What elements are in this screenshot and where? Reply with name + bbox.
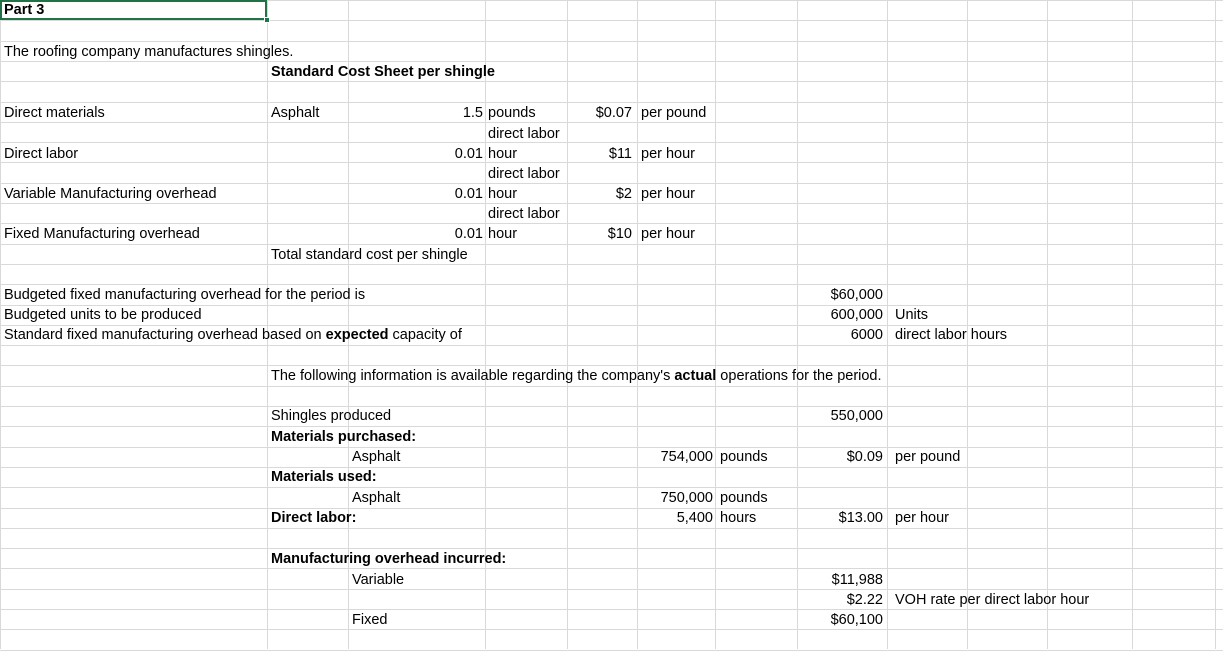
foh-qty[interactable]: 0.01 bbox=[454, 226, 483, 242]
foh-rate[interactable]: $10 bbox=[607, 226, 632, 242]
standard-cost-heading[interactable]: Standard Cost Sheet per shingle bbox=[271, 64, 495, 80]
actual-intro[interactable] bbox=[271, 366, 882, 386]
row-gridline bbox=[0, 629, 1223, 630]
voh-rate-label[interactable]: VOH rate per direct labor hour bbox=[895, 592, 1090, 608]
dl-rate-unit[interactable]: per hour bbox=[641, 146, 696, 162]
voh-rate-value[interactable]: $2.22 bbox=[846, 592, 883, 608]
row-gridline bbox=[0, 568, 1223, 569]
dl-label[interactable]: Direct labor bbox=[4, 146, 79, 162]
row-gridline bbox=[0, 386, 1223, 387]
direct-labor-label[interactable]: Direct labor: bbox=[271, 510, 357, 526]
moh-fixed-value[interactable]: $60,100 bbox=[830, 612, 883, 628]
row-gridline bbox=[0, 345, 1223, 346]
budget-units-unit[interactable]: Units bbox=[895, 307, 929, 323]
row-gridline bbox=[0, 528, 1223, 529]
row-gridline bbox=[0, 548, 1223, 549]
dm-rate-unit[interactable]: per pound bbox=[641, 105, 707, 121]
labor-hours-qty[interactable]: 5,400 bbox=[676, 510, 713, 526]
labor-hours-unit[interactable]: hours bbox=[720, 510, 757, 526]
row-gridline bbox=[0, 467, 1223, 468]
materials-purchased-label[interactable]: Materials purchased: bbox=[271, 429, 417, 445]
used-unit[interactable]: pounds bbox=[720, 490, 768, 506]
row-gridline bbox=[0, 20, 1223, 21]
std-capacity-label-pre: Standard fixed manufacturing overhead based on bbox=[4, 327, 326, 343]
std-capacity-label-post: capacity of bbox=[388, 327, 462, 343]
dl-unit-top[interactable]: direct labor bbox=[488, 126, 560, 142]
row-gridline bbox=[0, 264, 1223, 265]
row-gridline bbox=[0, 142, 1223, 143]
foh-label[interactable]: Fixed Manufacturing overhead bbox=[4, 226, 200, 242]
dm-qty-unit[interactable]: pounds bbox=[488, 105, 536, 121]
row-gridline bbox=[0, 447, 1223, 448]
voh-rate[interactable]: $2 bbox=[615, 186, 632, 202]
std-capacity-value[interactable]: 6000 bbox=[850, 327, 883, 343]
dm-label[interactable]: Direct materials bbox=[4, 105, 105, 121]
dl-rate[interactable]: $11 bbox=[608, 146, 632, 162]
actual-intro-pre: The following information is available regarding the company's bbox=[271, 368, 675, 384]
shingles-value[interactable]: 550,000 bbox=[830, 408, 883, 424]
voh-label[interactable]: Variable Manufacturing overhead bbox=[4, 186, 217, 202]
moh-variable-value[interactable]: $11,988 bbox=[831, 572, 883, 588]
foh-unit-top[interactable]: direct labor bbox=[488, 206, 560, 222]
dl-qty[interactable]: 0.01 bbox=[454, 146, 483, 162]
actual-intro-bold: actual bbox=[674, 368, 717, 384]
std-capacity-label-bold: expected bbox=[325, 327, 389, 343]
budget-fixed-label[interactable]: Budgeted fixed manufacturing overhead for the period is bbox=[4, 287, 366, 303]
used-asphalt-label[interactable]: Asphalt bbox=[352, 490, 401, 506]
moh-fixed-label[interactable]: Fixed bbox=[352, 612, 388, 628]
budget-units-value[interactable]: 600,000 bbox=[830, 307, 883, 323]
used-qty[interactable]: 750,000 bbox=[660, 490, 713, 506]
voh-qty-unit[interactable]: hour bbox=[488, 186, 518, 202]
voh-unit-top[interactable]: direct labor bbox=[488, 166, 560, 182]
foh-rate-unit[interactable]: per hour bbox=[641, 226, 696, 242]
purchased-unit[interactable]: pounds bbox=[720, 449, 768, 465]
voh-rate-unit[interactable]: per hour bbox=[641, 186, 696, 202]
shingles-label[interactable]: Shingles produced bbox=[271, 408, 392, 424]
row-gridline bbox=[0, 406, 1223, 407]
budget-fixed-value[interactable]: $60,000 bbox=[830, 287, 883, 303]
dm-item[interactable]: Asphalt bbox=[271, 105, 320, 121]
materials-used-label[interactable]: Materials used: bbox=[271, 469, 377, 485]
budget-units-label[interactable]: Budgeted units to be produced bbox=[4, 307, 202, 323]
moh-variable-label[interactable]: Variable bbox=[352, 572, 405, 588]
foh-qty-unit[interactable]: hour bbox=[488, 226, 518, 242]
part-title[interactable]: Part 3 bbox=[4, 2, 45, 18]
purchased-price-unit[interactable]: per pound bbox=[895, 449, 961, 465]
labor-rate-unit[interactable]: per hour bbox=[895, 510, 950, 526]
voh-qty[interactable]: 0.01 bbox=[454, 186, 483, 202]
fill-handle[interactable] bbox=[264, 17, 270, 23]
std-capacity-unit[interactable]: direct labor hours bbox=[895, 327, 1008, 343]
purchased-price[interactable]: $0.09 bbox=[846, 449, 883, 465]
row-gridline bbox=[0, 81, 1223, 82]
dm-qty[interactable]: 1.5 bbox=[462, 105, 483, 121]
row-gridline bbox=[0, 487, 1223, 488]
purchased-qty[interactable]: 754,000 bbox=[660, 449, 713, 465]
row-gridline bbox=[0, 244, 1223, 245]
std-capacity-label[interactable] bbox=[4, 325, 462, 345]
purchased-asphalt-label[interactable]: Asphalt bbox=[352, 449, 401, 465]
actual-intro-post: operations for the period. bbox=[716, 368, 882, 384]
labor-rate[interactable]: $13.00 bbox=[838, 510, 883, 526]
moh-incurred-label[interactable]: Manufacturing overhead incurred: bbox=[271, 551, 507, 567]
row-gridline bbox=[0, 426, 1223, 427]
row-gridline bbox=[0, 508, 1223, 509]
dl-qty-unit[interactable]: hour bbox=[488, 146, 518, 162]
intro-text[interactable]: The roofing company manufactures shingles. bbox=[4, 44, 294, 60]
total-label[interactable]: Total standard cost per shingle bbox=[271, 247, 468, 263]
dm-rate[interactable]: $0.07 bbox=[595, 105, 632, 121]
